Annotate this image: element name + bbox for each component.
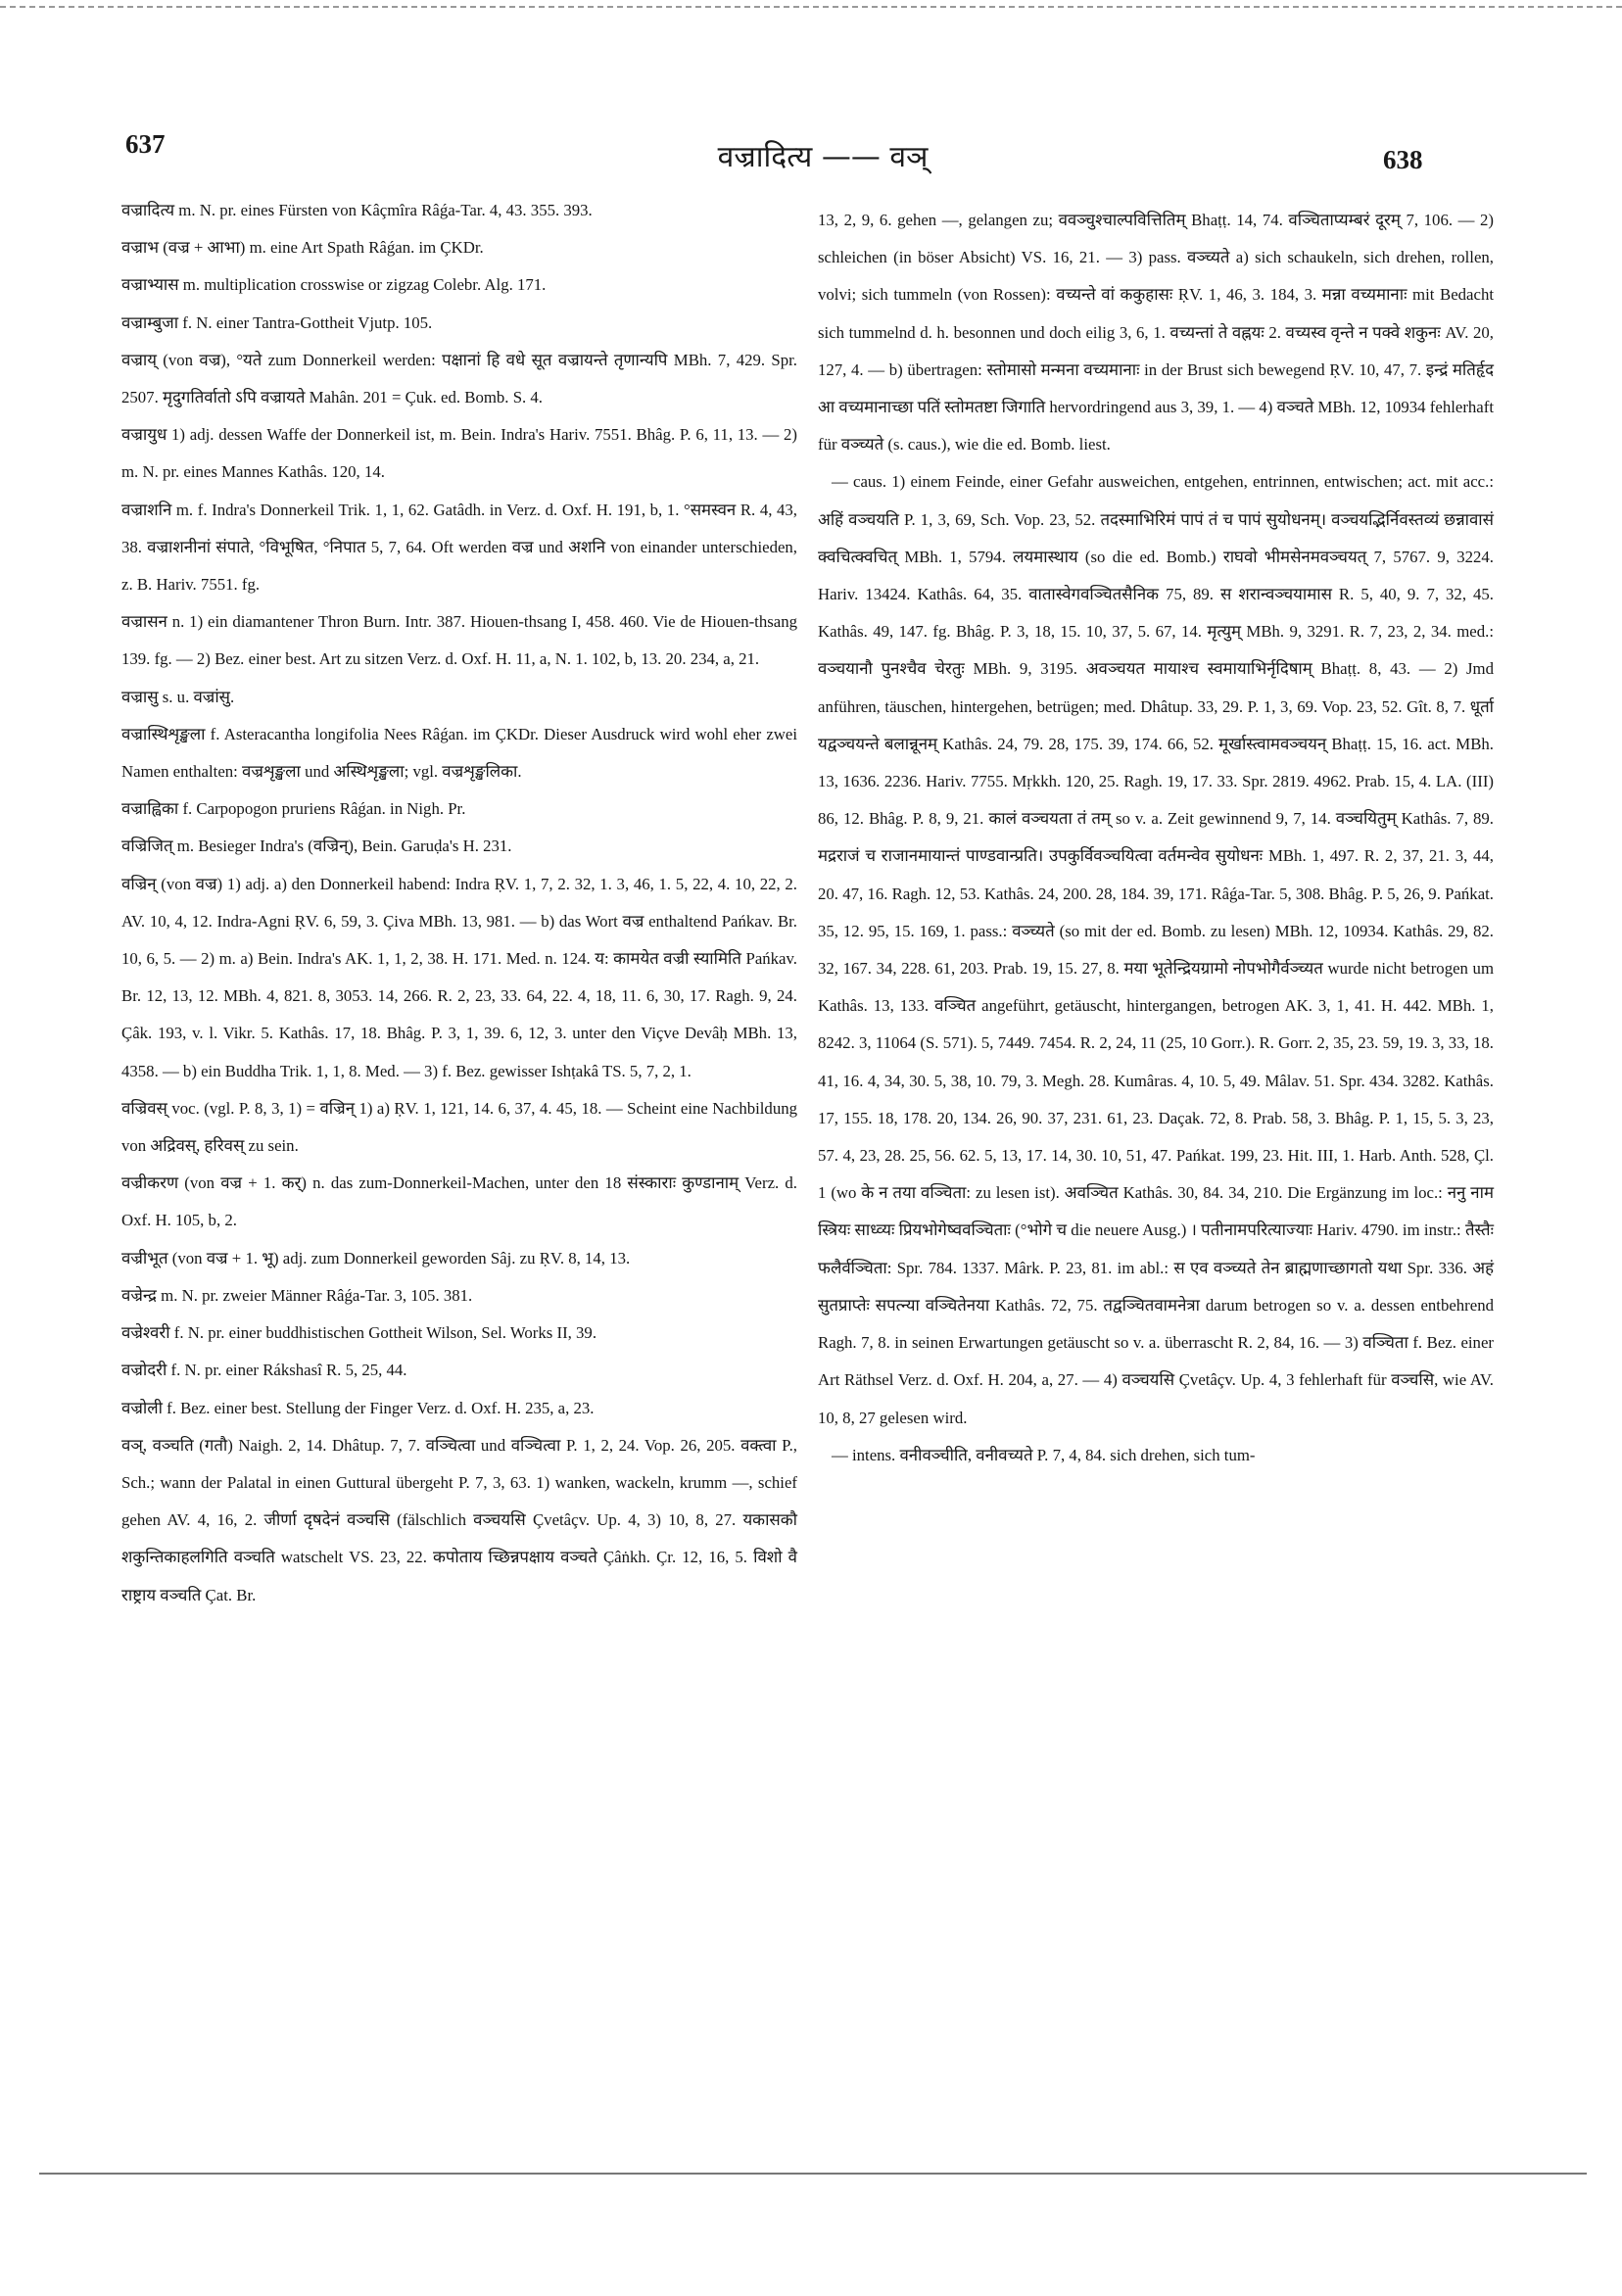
bottom-rule (39, 2173, 1587, 2175)
dictionary-entry: वज्रिवस् voc. (vgl. P. 8, 3, 1) = वज्रिन् 1) a) ṚV. 1, 121, 14. 6, 37, 4. 45, 18. — Scheint eine Nachbildung von अद्रिवस्, हरिवस् zu sein. (121, 1098, 797, 1156)
dictionary-entry: वञ्, वञ्चति (गतौ) Naigh. 2, 14. Dhâtup. 7, 7. वञ्चित्वा und वञ्चित्वा P. 1, 2, 24. Vop. 26, 205. वक्त्वा P., Sch.; wann der Palatal in einen Guttural übergeht P. 7, 3, 63. 1) wanken, wackeln, krumm —, schief gehen AV. 4, 16, 2. जीर्णा दृषदेनं वञ्चसि (fälschlich वञ्चयसि Çvetâçv. Up. 4, 3) 10, 8, 27. यकासकौ शकुन्तिकाहलगिति वञ्चति watschelt VS. 23, 22. कपोताय च्छिन्नपक्षाय वञ्चते Çâṅkh. Çr. 12, 16, 5. विशो वै राष्ट्राय वञ्चति Çat. Br. (121, 1435, 797, 1604)
dictionary-entry: वज्रासु s. u. वज्रांसु. (121, 687, 235, 706)
dictionary-entry-continued: 13, 2, 9, 6. gehen —, gelangen zu; ववञ्चुश्चाल्पवित्तितिम् Bhaṭṭ. 14, 74. वञ्चिताप्यम्बरं दूरम् 7, 106. — 2) schleichen (in böser Absicht) VS. 16, 21. — 3) pass. वञ्च्यते a) sich schaukeln, sich drehen, rollen, volvi; sich tummeln (von Rossen): वच्यन्ते वां ककुहासः ṚV. 1, 46, 3. 184, 3. मन्ना वच्यमानाः mit Bedacht sich tummelnd d. h. besonnen und doch eilig 3, 6, 1. वच्यन्तां ते वह्नयः 2. वच्यस्व वृन्ते न पक्वे शकुनः AV. 20, 127, 4. — b) übertragen: स्तोमासो मन्मना वच्यमानाः in der Brust sich bewegend ṚV. 10, 47, 7. इन्द्रं मतिर्हृद आ वच्यमानाच्छा पतिं स्तोमतष्टा जिगाति hervordringend aus 3, 39, 1. — 4) वञ्चते MBh. 12, 10934 fehlerhaft für वञ्च्यते (s. caus.), wie die ed. Bomb. liest. (818, 211, 1494, 454)
dictionary-entry: वज्राशनि m. f. Indra's Donnerkeil Trik. 1, 1, 62. Gatâdh. in Verz. d. Oxf. H. 191, b, 1. °समस्वन R. 4, 43, 38. वज्राशनीनां संपाते, °विभूषित, °निपात 5, 7, 64. Oft werden वज्र und अशनि von einander unterschieden, z. B. Hariv. 7551. fg. (121, 500, 797, 595)
dictionary-entry: वज्रास्थिशृङ्खला f. Asteracantha longifolia Nees Râǵan. im ÇKDr. Dieser Ausdruck wird wohl eher zwei Namen enthalten: वज्रशृङ्खला und अस्थिशृङ्खला; vgl. वज्रशृङ्खलिका. (121, 724, 797, 782)
dictionary-subentry-intensive: — intens. वनीवञ्चीति, वनीवच्यते P. 7, 4, 84. sich drehen, sich tum- (832, 1445, 1256, 1464)
dictionary-entry: वज्रीभूत (von वज्र + 1. भू) adj. zum Donnerkeil geworden Sâj. zu ṚV. 8, 14, 13. (121, 1248, 631, 1268)
dictionary-entry: वज्रोली f. Bez. einer best. Stellung der Finger Verz. d. Oxf. H. 235, a, 23. (121, 1398, 595, 1417)
dictionary-entry: वज्राभ्यास m. multiplication crosswise or zigzag Colebr. Alg. 171. (121, 275, 547, 295)
dictionary-entry: वज्रीकरण (von वज्र + 1. कर्) n. das zum-Donnerkeil-Machen, unter den 18 संस्काराः कुण्डानाम् Verz. d. Oxf. H. 105, b, 2. (121, 1173, 797, 1230)
dictionary-entry: वज्रिन् (von वज्र) 1) adj. a) den Donnerkeil habend: Indra ṚV. 1, 7, 2. 32, 1. 3, 46, 1. 5, 22, 4. 10, 22, 2. AV. 10, 4, 12. Indra-Agni ṚV. 6, 59, 3. Çiva MBh. 13, 981. — b) das Wort वज्र enthaltend Pańkav. Br. 10, 6, 5. — 2) m. a) Bein. Indra's AK. 1, 1, 2, 38. H. 171. Med. n. 124. य: कामयेत वज्री स्यामिति Pańkav. Br. 12, 13, 12. MBh. 4, 821. 8, 3053. 14, 266. R. 2, 23, 33. 64, 22. 4, 18, 11. 6, 30, 17. Ragh. 9, 24. Çâk. 193, v. l. Vikr. 5. Kathâs. 17, 18. Bhâg. P. 3, 1, 39. 6, 12, 3. unter den Viçve Devâḥ MBh. 13, 4358. — b) ein Buddha Trik. 1, 1, 8. Med. — 3) f. Bez. gewisser Ishṭakâ TS. 5, 7, 2, 1. (121, 874, 797, 1080)
left-column (121, 192, 797, 1614)
dictionary-entry: वज्राभ (वज्र + आभा) m. eine Art Spath Râǵan. im ÇKDr. (121, 238, 484, 258)
dictionary-entry: वज्रिजित् m. Besieger Indra's (वज्रिन्), Bein. Garuḍa's H. 231. (121, 837, 512, 856)
dictionary-subentry-causative: — caus. 1) einem Feinde, einer Gefahr ausweichen, entgehen, entrinnen, entwischen; act. mit acc.: अहिं वञ्चयति P. 1, 3, 69, Sch. Vop. 23, 52. तदस्माभिरिमं पापं तं च पापं सुयोधनम्। वञ्चयद्भिर्निवस्तव्यं छन्नावासं क्वचित्क्वचित् MBh. 1, 5794. लयमास्थाय (so die ed. Bomb.) राघवो भीमसेनमवञ्चयत् 7, 5767. 9, 3224. Hariv. 13424. Kathâs. 64, 35. वातास्वेगवञ्चितसैनिक 75, 89. स शरान्वञ्चयामास R. 5, 40, 9. 7, 32, 45. Kathâs. 49, 147. fg. Bhâg. P. 3, 18, 15. 10, 37, 5. 67, 14. मृत्युम् MBh. 9, 3291. R. 7, 23, 2, 34. med.: वञ्चयानौ पुनश्चैव चेरतुः MBh. 9, 3195. अवञ्चयत मायाश्च स्वमायाभिर्नृदिषाम् Bhaṭṭ. 8, 43. — 2) Jmd anführen, täuschen, hintergehen, betrügen; med. Dhâtup. 33, 29. P. 1, 3, 69. Vop. 23, 52. Gît. 8, 7. धूर्ता यद्वञ्चयन्ते बलान्नूनम् Kathâs. 24, 79. 28, 175. 39, 174. 66, 52. मूर्खास्त्वामवञ्चयन् Bhaṭṭ. 15, 16. act. MBh. 13, 1636. 2236. Hariv. 7755. Mṛkkh. 120, 25. Ragh. 19, 17. 33. Spr. 2819. 4962. Prab. 15, 4. LA. (III) 86, 12. Bhâg. P. 8, 9, 21. कालं वञ्चयता तं तम् so v. a. Zeit gewinnend 9, 7, 14. वञ्चयितुम् Kathâs. 7, 89. मद्रराजं च राजानमायान्तं पाण्डवान्प्रति। उपकुर्विवञ्चयित्वा वर्तमन्वेव सुयोधनः MBh. 1, 497. R. 2, 37, 21. 3, 44, 20. 47, 16. Ragh. 12, 53. Kathâs. 24, 200. 28, 184. 39, 171. Râǵa-Tar. 5, 308. Bhâg. P. 5, 26, 9. Pańkat. 35, 12. 95, 15. 169, 1. pass.: वञ्च्यते (so mit der ed. Bomb. zu lesen) MBh. 12, 10934. Kathâs. 29, 82. 32, 167. 34, 228. 61, 203. Prab. 19, 15. 27, 8. मया भूतेन्द्रियग्रामो नोपभोगैर्वञ्च्यत wurde nicht betrogen um Kathâs. 13, 133. वञ्चित angeführt, getäuscht, hintergangen, betrogen AK. 3, 1, 41. H. 442. MBh. 1, 8242. 3, 11064 (S. 571). 5, 7449. 7454. R. 2, 24, 11 (25, 10 Gorr.). R. Gorr. 2, 35, 23. 59, 19. 3, 33, 18. 41, 16. 4, 34, 30. 5, 38, 10. 79, 3. Megh. 28. Kumâras. 4, 10. 5, 49. Mâlav. 51. Spr. 434. 3282. Kathâs. 17, 155. 18, 178. 20, 134. 26, 90. 37, 231. 61, 23. Daçak. 72, 8. Prab. 58, 3. Bhâg. P. 1, 15, 5. 3, 23, 57. 4, 23, 28. 25, 56. 62. 5, 13, 17. 14, 30. 10, 51, 47. Pańkat. 199, 23. Hit. III, 1. Harb. Anth. 528, Çl. 1 (wo के न तया वञ्चिता: zu lesen ist). अवञ्चित Kathâs. 30, 84. 34, 210. Die Ergänzung im loc.: ननु नाम स्त्रियः साध्व्यः प्रियभोगेष्ववञ्चिताः (°भोगे च die neuere Ausg.) । पतीनामपरित्याज्याः Hariv. 4790. im instr.: तैस्तैः फलैर्वञ्चिता: Spr. 784. 1337. Mârk. P. 23, 81. im abl.: स एव वञ्च्यते तेन ब्राह्मणाच्छागतो यथा Spr. 336. अहं सुतप्राप्तेः सपत्न्या वञ्चितेनया Kathâs. 72, 75. तद्वञ्चितवामनेत्रा darum betrogen so v. a. dessen entbehrend Ragh. 7, 8. in seinen Erwartungen getäuscht so v. a. überrascht R. 2, 84, 16. — 3) वञ्चिता f. Bez. einer Art Räthsel Verz. d. Oxf. H. 204, a, 27. — 4) वञ्चयसि Çvetâçv. Up. 4, 3 fehlerhaft für वञ्चसि, wie AV. 10, 8, 27 gelesen wird. (818, 472, 1494, 1427)
right-column (818, 202, 1494, 1474)
dictionary-entry: वज्रासन n. 1) ein diamantener Thron Burn. Intr. 387. Hiouen-thsang I, 458. 460. Vie de Hiouen-thsang 139. fg. — 2) Bez. einer best. Art zu sitzen Verz. d. Oxf. H. 11, a, N. 1. 102, b, 13. 20. 234, a, 21. (121, 612, 797, 669)
running-title: वज्रादित्य —— वञ् (717, 140, 929, 174)
scan-top-edge (0, 0, 1622, 8)
dictionary-entry: वज्रादित्य m. N. pr. eines Fürsten von Kâçmîra Râǵa-Tar. 4, 43. 355. 393. (121, 201, 593, 219)
dictionary-entry: वज्राह्विका f. Carpopogon pruriens Râǵan. in Nigh. Pr. (121, 799, 466, 819)
dictionary-entry: वज्राम्बुजा f. N. einer Tantra-Gottheit Vjutp. 105. (121, 312, 433, 332)
dictionary-entry: वज्रेन्द्र m. N. pr. zweier Männer Râǵa-Tar. 3, 105. 381. (121, 1285, 473, 1305)
dictionary-entry: वज्राय् (von वज्र), °यते zum Donnerkeil werden: पक्षानां हि वधे सूत वज्रायन्ते तृणान्यपि MBh. 7, 429. Spr. 2507. मृदुगतिर्वातो ऽपि वज्रायते Mahân. 201 = Çuk. ed. Bomb. S. 4. (121, 350, 797, 407)
dictionary-entry: वज्रोदरी f. N. pr. einer Rákshasî R. 5, 25, 44. (121, 1361, 407, 1380)
dictionary-entry: वज्रायुध 1) adj. dessen Waffe der Donnerkeil ist, m. Bein. Indra's Hariv. 7551. Bhâg. P. 6, 11, 13. — 2) m. N. pr. eines Mannes Kathâs. 120, 14. (121, 425, 797, 482)
page-number-left: 637 (125, 129, 166, 159)
page-number-right: 638 (1383, 145, 1423, 174)
dictionary-entry: वज्रेश्वरी f. N. pr. einer buddhistischen Gottheit Wilson, Sel. Works II, 39. (121, 1323, 597, 1343)
